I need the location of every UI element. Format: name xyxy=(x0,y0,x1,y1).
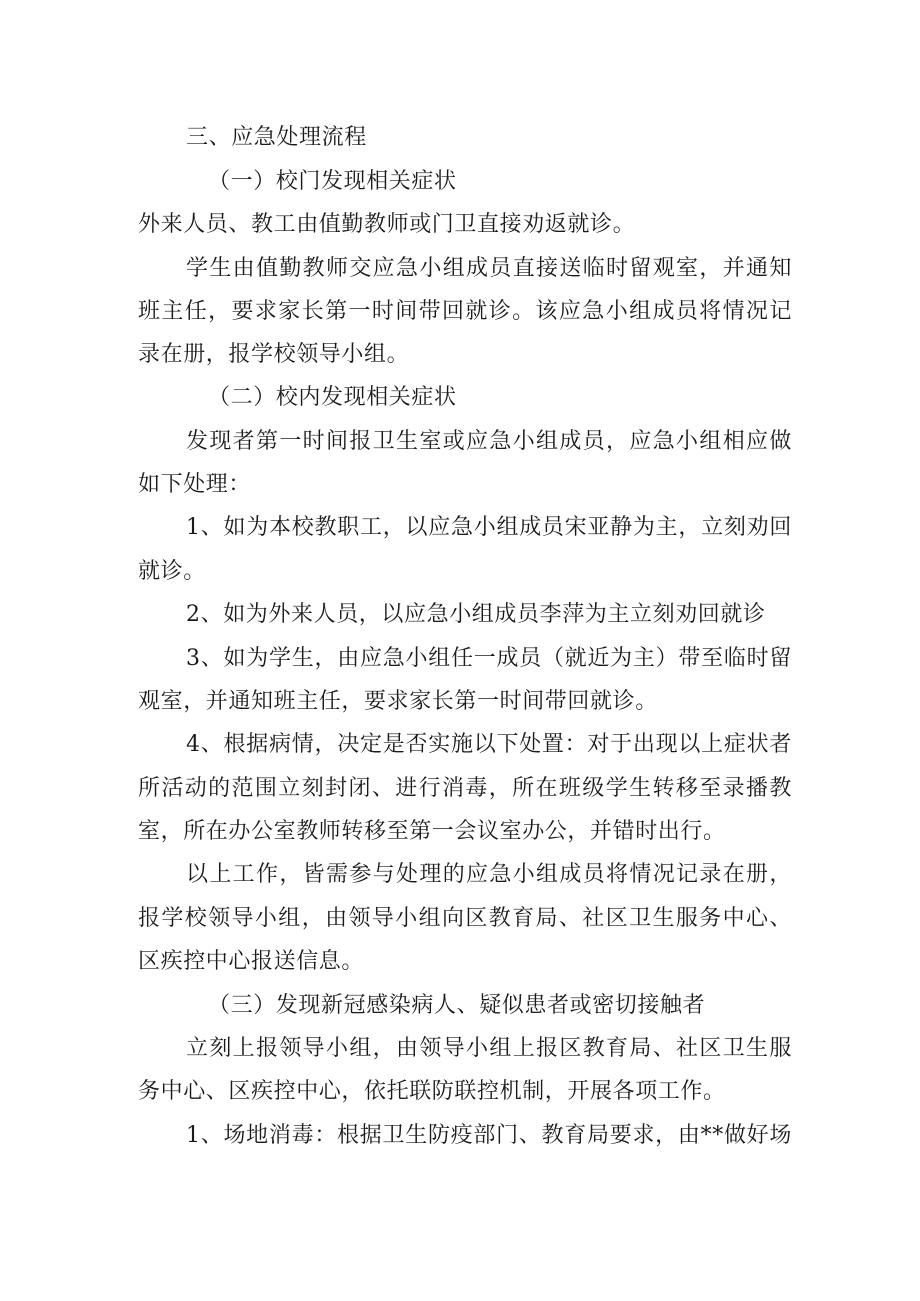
list-item: 1、场地消毒：根据卫生防疫部门、教育局要求，由**做好场 xyxy=(186,1123,792,1148)
paragraph-line: 外来人员、教工由值勤教师或门卫直接劝返就诊。 xyxy=(138,212,636,237)
paragraph-line: 观室，并通知班主任，要求家长第一时间带回就诊。 xyxy=(138,689,658,714)
paragraph-line: 如下处理： xyxy=(138,472,252,497)
paragraph-line: 区疾控中心报送信息。 xyxy=(138,949,365,974)
paragraph-line: 班主任，要求家长第一时间带回就诊。该应急小组成员将情况记 xyxy=(138,299,792,324)
paragraph-line: 报学校领导小组，由领导小组向区教育局、社区卫生服务中心、 xyxy=(138,906,792,931)
section-heading: 三、应急处理流程 xyxy=(186,125,367,150)
paragraph-line: 学生由值勤教师交应急小组成员直接送临时留观室，并通知 xyxy=(186,256,792,281)
paragraph-line: 就诊。 xyxy=(138,559,206,584)
paragraph-line: 发现者第一时间报卫生室或应急小组成员，应急小组相应做 xyxy=(186,429,792,454)
paragraph-line: 所活动的范围立刻封闭、进行消毒，所在班级学生转移至录播教 xyxy=(138,776,792,801)
subsection-heading: （一）校门发现相关症状 xyxy=(208,169,457,194)
list-item: 3、如为学生，由应急小组任一成员（就近为主）带至临时留 xyxy=(186,646,792,671)
paragraph-line: 务中心、区疾控中心，依托联防联控机制，开展各项工作。 xyxy=(138,1079,726,1104)
paragraph-line: 录在册，报学校领导小组。 xyxy=(138,342,410,367)
list-item: 1、如为本校教职工，以应急小组成员宋亚静为主，立刻劝回 xyxy=(186,515,792,540)
subsection-heading: （二）校内发现相关症状 xyxy=(208,385,457,410)
subsection-heading: （三）发现新冠感染病人、疑似患者或密切接触者 xyxy=(208,993,706,1018)
paragraph-line: 以上工作，皆需参与处理的应急小组成员将情况记录在册， xyxy=(186,862,792,887)
paragraph-line: 立刻上报领导小组，由领导小组上报区教育局、社区卫生服 xyxy=(186,1036,792,1061)
list-item: 2、如为外来人员，以应急小组成员李萍为主立刻劝回就诊 xyxy=(186,602,766,627)
list-item: 4、根据病情，决定是否实施以下处置：对于出现以上症状者 xyxy=(186,732,792,757)
paragraph-line: 室，所在办公室教师转移至第一会议室办公，并错时出行。 xyxy=(138,819,726,844)
